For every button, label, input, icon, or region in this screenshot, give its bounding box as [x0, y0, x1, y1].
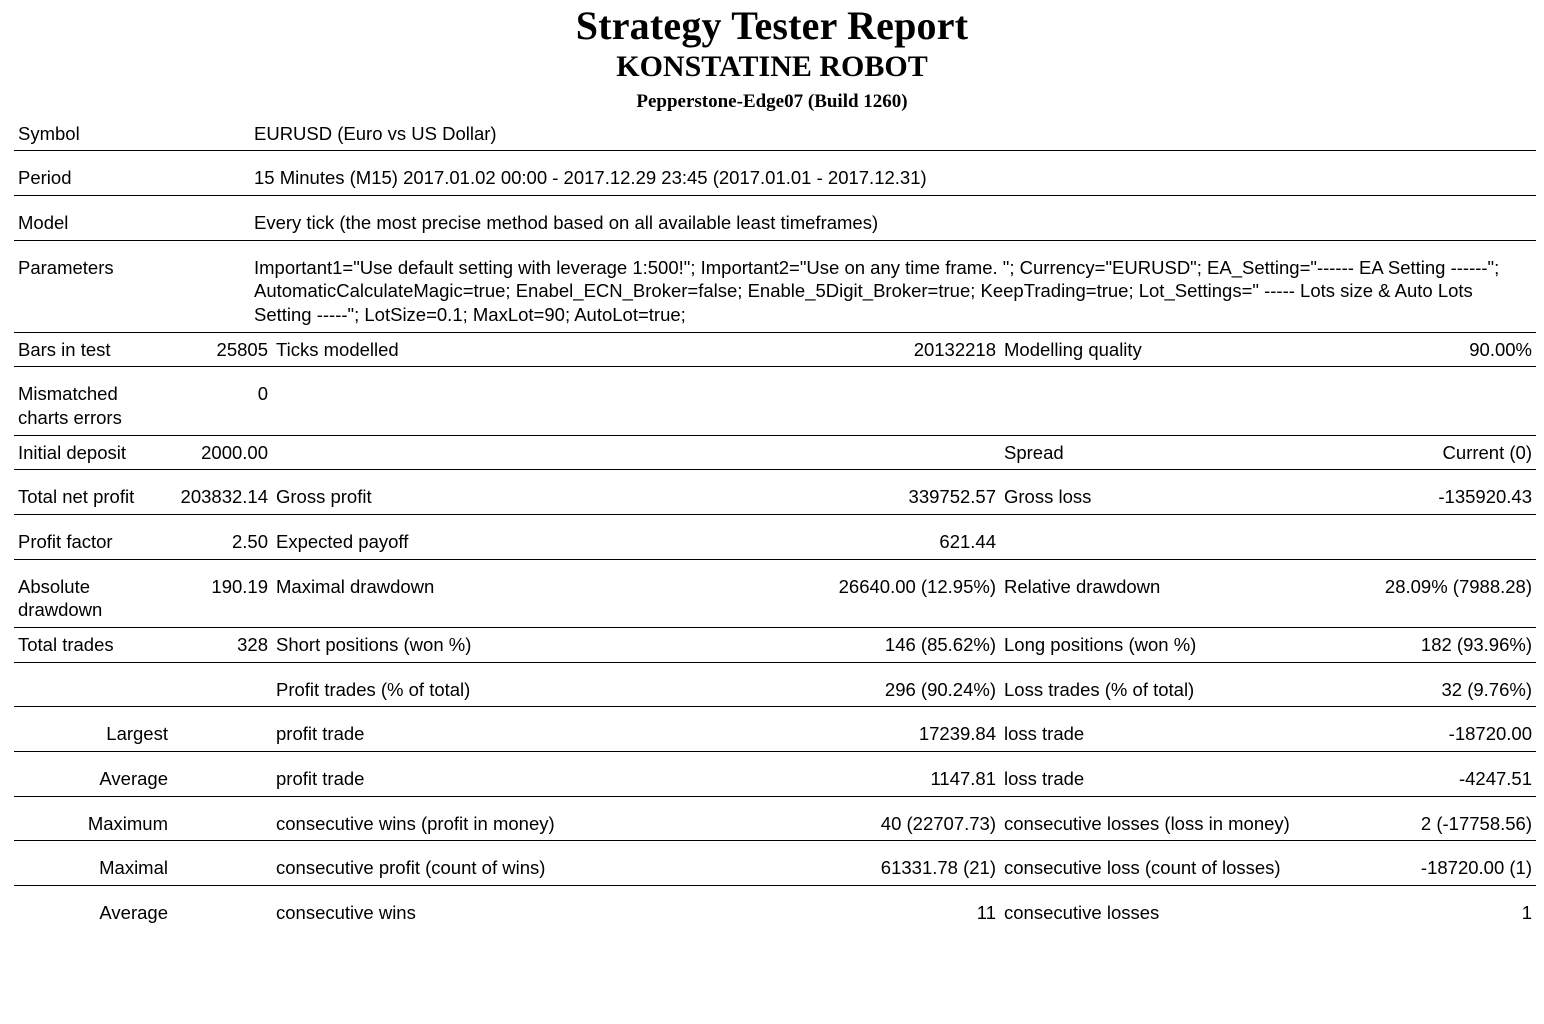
maximal-drawdown-label: Maximal drawdown: [276, 575, 435, 597]
total-net-profit-value: 203832.14: [180, 486, 268, 508]
symbol-value: EURUSD (Euro vs US Dollar): [254, 122, 497, 144]
table-row-initial-deposit: [14, 436, 1536, 470]
initial-deposit-label: Initial deposit: [18, 441, 126, 463]
parameters-value: Important1="Use default setting with leverage 1:500!"; Important2="Use on any time frame. "; Currency="EURUSD"; EA_Setting="------ EA Setting ------"; AutomaticCalculateMagic=true; Enabel_ECN_Broker=false; Enable_5Digit_Broker=true; KeepTrading=true; Lot_Settings=" ----- Lots size & Auto Lots Setting -----"; LotSize=0.1; MaxLot=90; AutoLot=true;: [254, 256, 1500, 326]
gross-loss-label: Gross loss: [1004, 486, 1092, 508]
mismatched-charts-errors-label: Mismatched charts errors: [18, 383, 122, 429]
mismatched-charts-errors-value: 0: [257, 383, 268, 405]
empty-cell: [172, 673, 272, 707]
symbol-label: Symbol: [18, 122, 80, 144]
average-consecutive-wins-value: 11: [976, 902, 996, 924]
average-consecutive-losses-value: 1: [1521, 902, 1532, 924]
table-row-largest: [14, 717, 1536, 751]
largest-loss-trade-label: loss trade: [1004, 723, 1085, 745]
total-trades-label: Total trades: [18, 634, 114, 656]
profit-trades-label: Profit trades (% of total): [276, 678, 471, 700]
parameters-label: Parameters: [18, 256, 114, 278]
empty-cell: [172, 807, 272, 841]
table-row-average: [14, 762, 1536, 796]
average-consecutive-wins-label: consecutive wins: [276, 902, 416, 924]
divider: [14, 151, 1536, 162]
largest-profit-trade-label: profit trade: [276, 723, 365, 745]
average-label: Average: [99, 768, 168, 790]
robot-name: KONSTATINE ROBOT: [616, 49, 928, 83]
divider: [14, 886, 1536, 897]
largest-label: Largest: [106, 723, 168, 745]
average-loss-trade-value: -4247.51: [1458, 768, 1532, 790]
empty-cell: [172, 851, 272, 885]
max-consecutive-wins-label: consecutive wins (profit in money): [276, 812, 555, 834]
maximal-consecutive-loss-label: consecutive loss (count of losses): [1004, 857, 1281, 879]
server-build: Pepperstone-Edge07 (Build 1260): [636, 91, 908, 113]
modelling-quality-label: Modelling quality: [1004, 338, 1142, 360]
maximal-label: Maximal: [99, 857, 168, 879]
expected-payoff-value: 621.44: [939, 531, 996, 553]
max-consecutive-losses-value: 2 (-17758.56): [1420, 812, 1532, 834]
table-row-mismatched: [14, 377, 1536, 434]
maximal-consecutive-profit-label: consecutive profit (count of wins): [276, 857, 546, 879]
table-row-parameters: [14, 251, 1536, 332]
divider: [14, 662, 1536, 673]
table-row-drawdown: [14, 570, 1536, 627]
empty-cell: [822, 436, 1000, 470]
maximal-consecutive-loss-value: -18720.00 (1): [1420, 857, 1532, 879]
total-net-profit-label: Total net profit: [18, 486, 135, 508]
profit-trades-value: 296 (90.24%): [884, 678, 996, 700]
gross-loss-value: -135920.43: [1438, 486, 1532, 508]
page-title: Strategy Tester Report: [575, 3, 969, 48]
loss-trades-label: Loss trades (% of total): [1004, 678, 1195, 700]
average-consecutive-losses-label: consecutive losses: [1004, 902, 1160, 924]
divider: [14, 707, 1536, 718]
ticks-modelled-label: Ticks modelled: [276, 338, 399, 360]
info-section: [0, 117, 1544, 930]
divider: [14, 240, 1536, 251]
model-value: Every tick (the most precise method based on all available least timeframes): [254, 212, 879, 234]
modelling-quality-value: 90.00%: [1469, 338, 1532, 360]
table-row-net-profit: [14, 480, 1536, 514]
divider: [14, 470, 1536, 481]
max-consecutive-wins-value: 40 (22707.73): [880, 812, 996, 834]
long-positions-value: 182 (93.96%): [1420, 634, 1532, 656]
profit-factor-label: Profit factor: [18, 531, 113, 553]
empty-cell: [272, 377, 822, 434]
empty-cell: [1308, 525, 1536, 559]
maximum-label: Maximum: [87, 812, 168, 834]
gross-profit-value: 339752.57: [908, 486, 996, 508]
divider: [14, 196, 1536, 207]
empty-cell: [1000, 377, 1308, 434]
divider: [14, 367, 1536, 378]
table-row-model: [14, 206, 1536, 240]
table-row-bars: [14, 333, 1536, 367]
table-row-maximal: [14, 851, 1536, 885]
expected-payoff-label: Expected payoff: [276, 531, 409, 553]
average-profit-trade-label: profit trade: [276, 768, 365, 790]
maximal-consecutive-profit-value: 61331.78 (21): [880, 857, 996, 879]
ticks-modelled-value: 20132218: [913, 338, 996, 360]
short-positions-value: 146 (85.62%): [884, 634, 996, 656]
max-consecutive-losses-label: consecutive losses (loss in money): [1004, 812, 1290, 834]
initial-deposit-value: 2000.00: [201, 441, 268, 463]
average-profit-trade-value: 1147.81: [930, 768, 996, 790]
empty-cell: [1308, 377, 1536, 434]
divider: [14, 796, 1536, 807]
stats-table-money: [14, 436, 1536, 627]
table-row-profit-factor: [14, 525, 1536, 559]
loss-trades-value: 32 (9.76%): [1441, 678, 1532, 700]
report-header: [0, 0, 1544, 117]
table-row-symbol: [14, 117, 1536, 151]
divider: [14, 559, 1536, 570]
table-row-average-consecutive: [14, 896, 1536, 930]
absolute-drawdown-value: 190.19: [211, 575, 268, 597]
table-row-profit-trades: [14, 673, 1536, 707]
empty-cell: [1000, 525, 1308, 559]
table-row-maximum: [14, 807, 1536, 841]
divider: [14, 752, 1536, 763]
model-label: Model: [18, 212, 69, 234]
bars-in-test-value: 25805: [216, 338, 268, 360]
stats-table-modelling: [14, 333, 1536, 435]
period-label: Period: [18, 167, 72, 189]
relative-drawdown-label: Relative drawdown: [1004, 575, 1161, 597]
gross-profit-label: Gross profit: [276, 486, 372, 508]
average-loss-trade-label: loss trade: [1004, 768, 1085, 790]
divider: [14, 515, 1536, 526]
stats-table-trades: [14, 628, 1536, 930]
empty-cell: [272, 436, 822, 470]
empty-cell: [822, 377, 1000, 434]
short-positions-label: Short positions (won %): [276, 634, 472, 656]
info-table: [14, 117, 1536, 332]
empty-cell: [172, 896, 272, 930]
profit-factor-value: 2.50: [231, 531, 268, 553]
largest-profit-trade-value: 17239.84: [918, 723, 996, 745]
bars-in-test-label: Bars in test: [18, 338, 111, 360]
table-row-period: [14, 161, 1536, 195]
divider: [14, 841, 1536, 852]
largest-loss-trade-value: -18720.00: [1448, 723, 1532, 745]
maximal-drawdown-value: 26640.00 (12.95%): [838, 575, 996, 597]
table-row-total-trades: [14, 628, 1536, 662]
long-positions-label: Long positions (won %): [1004, 634, 1197, 656]
empty-cell: [172, 717, 272, 751]
spread-label: Spread: [1004, 441, 1064, 463]
spread-value: Current (0): [1442, 441, 1532, 463]
average-consecutive-label: Average: [99, 902, 168, 924]
absolute-drawdown-label: Absolute drawdown: [18, 575, 103, 621]
total-trades-value: 328: [237, 634, 268, 656]
empty-cell: [172, 762, 272, 796]
empty-cell: [14, 673, 172, 707]
relative-drawdown-value: 28.09% (7988.28): [1384, 575, 1532, 597]
period-value: 15 Minutes (M15) 2017.01.02 00:00 - 2017.12.29 23:45 (2017.01.01 - 2017.12.31): [254, 167, 927, 189]
